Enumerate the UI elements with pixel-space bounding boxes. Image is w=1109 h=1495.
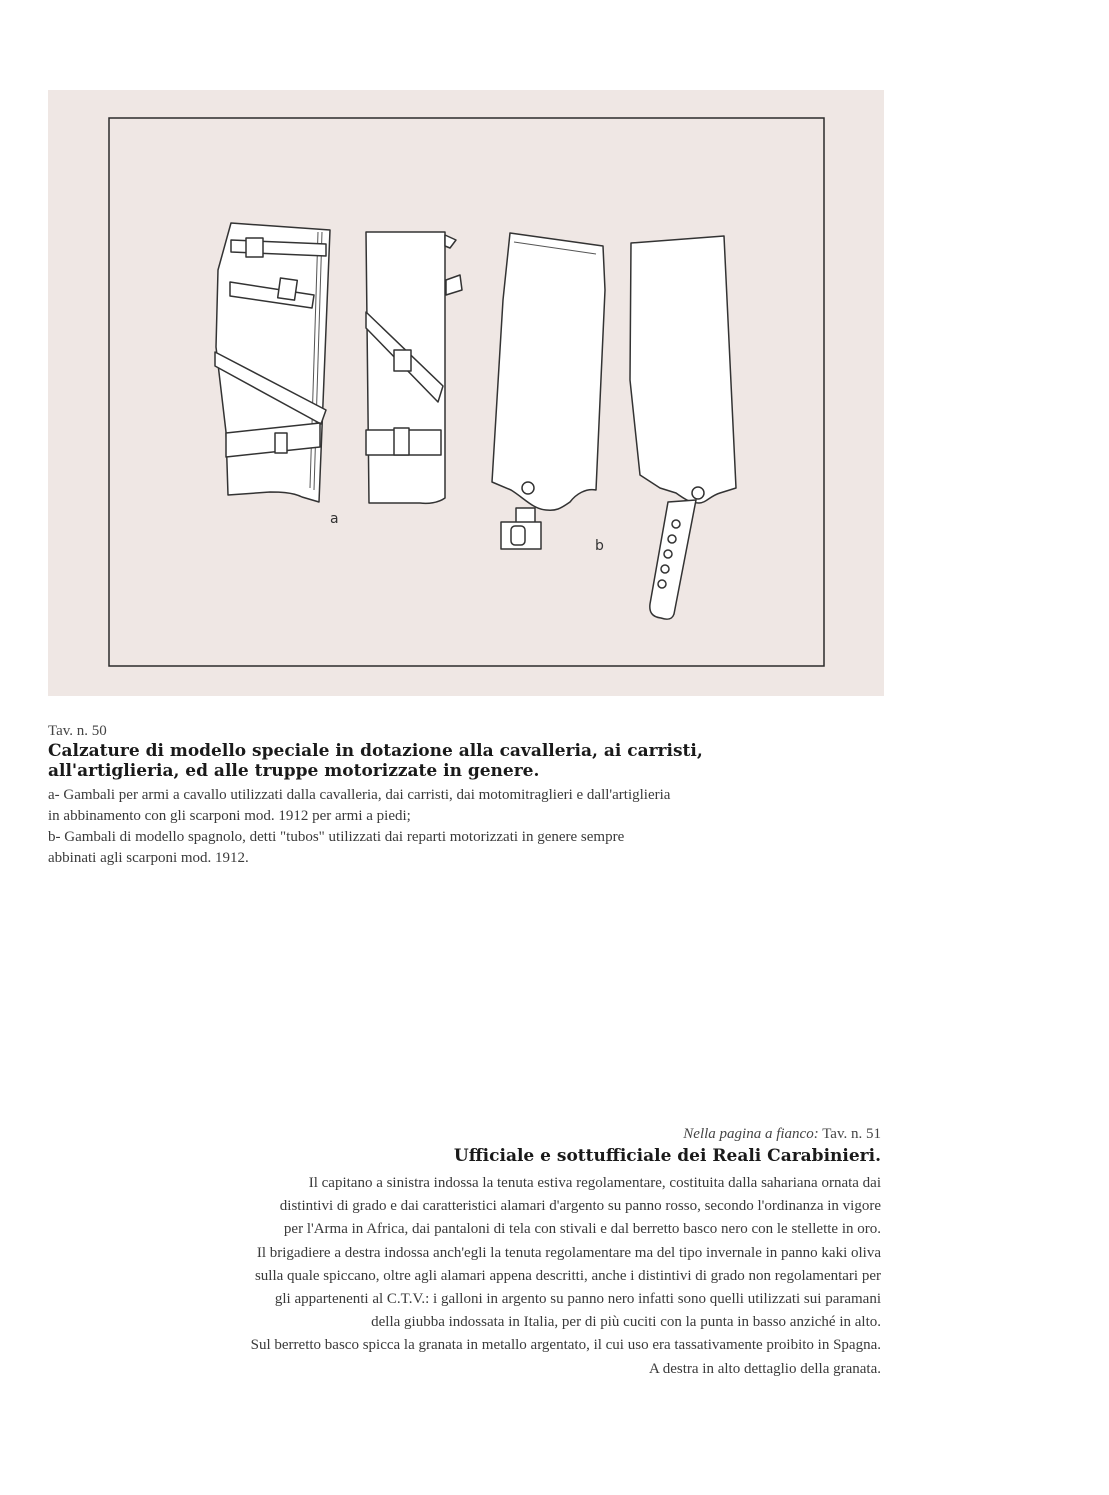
caption-line: Il brigadiere a destra indossa anch'egli la tenuta regolamentare ma del tipo invernale in panno kaki oliva xyxy=(256,1244,881,1261)
caption-line: b- Gambali di modello spagnolo, detti "tubos" utilizzati dai reparti motorizzati in genere sempre xyxy=(48,829,625,845)
gaiter-a-side xyxy=(215,223,330,502)
caption-line: Sul berretto basco spicca la granata in metallo argentato, il cui uso era tassativamente proibito in Spagna. xyxy=(250,1337,881,1354)
gaiter-b-back xyxy=(630,236,736,619)
caption-description xyxy=(48,785,898,869)
caption-line: distintivi di grado e dai caratteristici alamari d'argento su panno rosso, secondo l'ordinanza in vigore xyxy=(279,1198,881,1215)
plate-reference xyxy=(40,1125,881,1144)
plate-number: Tav. n. 50 xyxy=(48,723,107,739)
caption-title: Ufficiale e sottufficiale dei Reali Carabinieri. xyxy=(453,1146,881,1166)
figure-label-a: a xyxy=(330,511,339,527)
caption-line: in abbinamento con gli scarponi mod. 1912 per armi a piedi; xyxy=(48,808,411,824)
gaiters-drawing xyxy=(48,90,884,696)
plate-number: Tav. n. 51 xyxy=(822,1126,881,1142)
reference-prefix: Nella pagina a fianco: xyxy=(683,1126,819,1142)
caption-line: abbinati agli scarponi mod. 1912. xyxy=(48,850,249,866)
caption-description xyxy=(40,1172,881,1381)
caption-line: per l'Arma in Africa, dai pantaloni di tela con stivali e dal berretto basco nero con le stellette in oro. xyxy=(283,1221,881,1238)
caption-title: Calzature di modello speciale in dotazione alla cavalleria, ai carristi, all'artiglieria, ed alle truppe motorizzate in genere. xyxy=(48,741,703,781)
caption-line: a- Gambali per armi a cavallo utilizzati dalla cavalleria, dai carristi, dai motomitraglieri e dall'artiglieria xyxy=(48,787,671,803)
caption-line: gli appartenenti al C.T.V.: i galloni in argento su panno nero infatti sono quelli utilizzati sui paramani xyxy=(274,1291,881,1308)
gaiter-b-front xyxy=(492,233,605,549)
caption-line: sulla quale spiccano, oltre agli alamari appena descritti, anche i distintivi di grado non regolamentari per xyxy=(254,1267,881,1284)
caption-line: Il capitano a sinistra indossa la tenuta estiva regolamentare, costituita dalla sahariana ornata dai xyxy=(308,1175,881,1191)
illustration-plate xyxy=(48,90,884,696)
figure-label-b: b xyxy=(595,538,604,554)
caption-plate-50 xyxy=(48,722,898,869)
gaiter-a-front xyxy=(366,232,462,503)
caption-line: A destra in alto dettaglio della granata. xyxy=(648,1360,881,1377)
caption-line: della giubba indossata in Italia, per di più cuciti con la punta in basso anziché in alto. xyxy=(371,1314,881,1331)
caption-plate-51 xyxy=(40,1125,881,1381)
